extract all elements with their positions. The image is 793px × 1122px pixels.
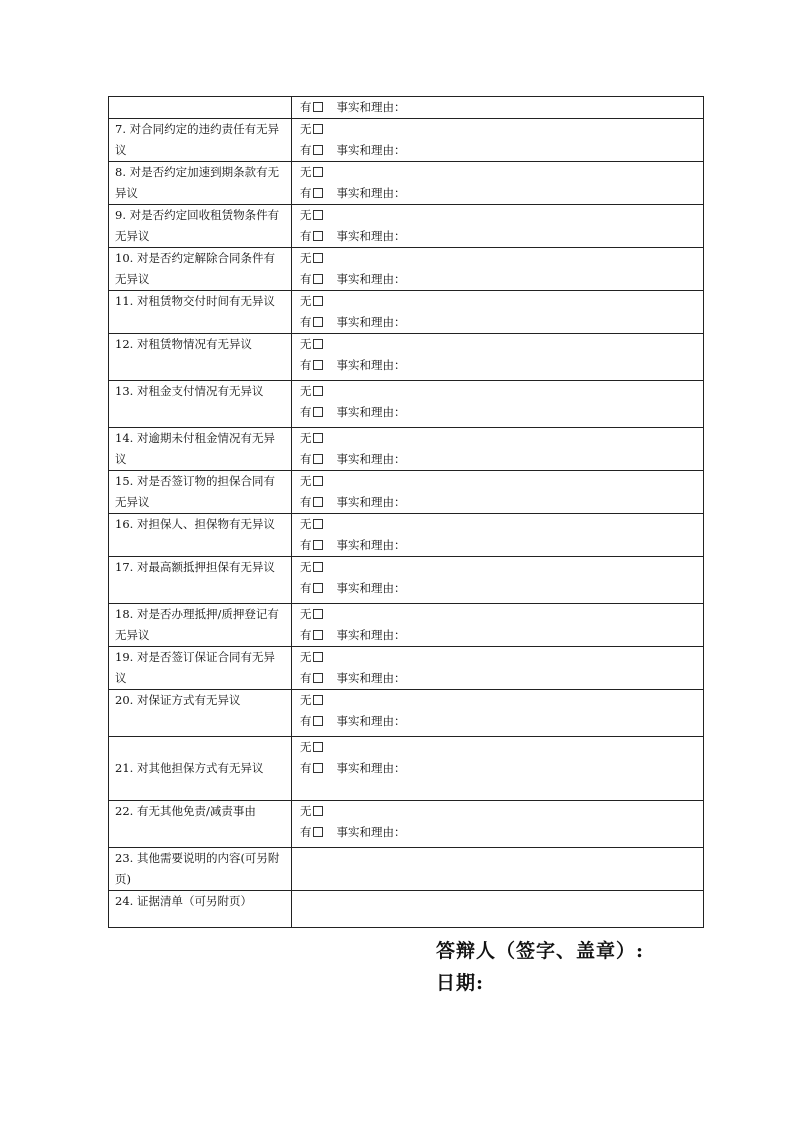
option-no [300,604,697,625]
respondent-signature-label: 答辩人（签字、盖章）: [436,940,645,962]
question-cell: 7. 对合同约定的违约责任有无异议 [109,119,292,162]
checkbox-no[interactable] [313,433,323,443]
reason-label: 事实和理由： [336,358,406,372]
option-yes [300,668,697,689]
option-no-label: 无 [300,560,312,574]
checkbox-no[interactable] [313,167,323,177]
date-label: 日期: [436,972,485,994]
reason-label: 事实和理由： [336,714,406,728]
question-cell: 20. 对保证方式有无异议 [109,690,292,737]
checkbox-yes[interactable] [313,360,323,370]
checkbox-yes[interactable] [313,630,323,640]
checkbox-yes[interactable] [313,716,323,726]
reason-label: 事实和理由： [336,628,406,642]
table-row [109,690,704,737]
checkbox-no[interactable] [313,210,323,220]
checkbox-no[interactable] [313,476,323,486]
option-no-label: 无 [300,474,312,488]
checkbox-yes[interactable] [313,102,323,112]
answer-cell [292,557,704,604]
option-yes-label: 有 [300,761,312,775]
table-row [109,647,704,690]
option-yes [300,822,697,843]
option-yes [300,183,697,204]
table-row [109,97,704,119]
option-no-label: 无 [300,122,312,136]
checkbox-no[interactable] [313,339,323,349]
answer-cell [292,647,704,690]
option-no [300,471,697,492]
option-yes [300,312,697,333]
option-no-label: 无 [300,740,312,754]
spacer [300,779,697,800]
table-row [109,428,704,471]
question-cell: 17. 对最高额抵押担保有无异议 [109,557,292,604]
table-row [109,891,704,928]
checkbox-yes[interactable] [313,274,323,284]
table-row [109,248,704,291]
option-no-label: 无 [300,607,312,621]
reason-label: 事实和理由： [336,495,406,509]
option-yes-label: 有 [300,186,312,200]
reason-label: 事实和理由： [336,229,406,243]
option-yes-label: 有 [300,405,312,419]
answer-cell [292,737,704,801]
option-yes [300,449,697,470]
answer-cell [292,334,704,381]
checkbox-yes[interactable] [313,540,323,550]
checkbox-no[interactable] [313,562,323,572]
question-cell: 15. 对是否签订物的担保合同有无异议 [109,471,292,514]
answer-cell [292,471,704,514]
question-cell: 24. 证据清单（可另附页） [109,891,292,928]
reason-label: 事实和理由： [336,100,406,114]
option-yes [300,355,697,376]
checkbox-yes[interactable] [313,497,323,507]
option-no [300,514,697,535]
option-no [300,737,697,758]
option-no [300,162,697,183]
option-yes [300,402,697,423]
checkbox-yes[interactable] [313,827,323,837]
reason-label: 事实和理由： [336,143,406,157]
option-no-label: 无 [300,337,312,351]
option-yes-label: 有 [300,143,312,157]
table-row [109,801,704,848]
question-cell: 21. 对其他担保方式有无异议 [109,737,292,801]
option-no-label: 无 [300,384,312,398]
option-yes-label: 有 [300,358,312,372]
answer-cell [292,381,704,428]
answer-cell [292,428,704,471]
option-yes-label: 有 [300,825,312,839]
answer-cell [292,514,704,557]
option-yes [300,140,697,161]
option-yes-label: 有 [300,495,312,509]
option-no [300,647,697,668]
reason-label: 事实和理由： [336,272,406,286]
table-row [109,119,704,162]
checkbox-no[interactable] [313,124,323,134]
answer-cell [292,248,704,291]
question-cell [109,97,292,119]
question-cell: 9. 对是否约定回收租赁物条件有无异议 [109,205,292,248]
reason-label: 事实和理由： [336,315,406,329]
checkbox-no[interactable] [313,386,323,396]
option-yes [300,758,697,779]
question-cell: 22. 有无其他免责/减责事由 [109,801,292,848]
answer-cell [292,604,704,647]
option-no [300,248,697,269]
answer-cell [292,205,704,248]
option-yes [300,97,697,118]
option-no-label: 无 [300,294,312,308]
reason-label: 事实和理由： [336,186,406,200]
option-no [300,381,697,402]
table-row [109,557,704,604]
answer-cell [292,848,704,891]
table-row [109,471,704,514]
checkbox-no[interactable] [313,695,323,705]
checkbox-no[interactable] [313,296,323,306]
table-row [109,604,704,647]
checkbox-yes[interactable] [313,145,323,155]
reason-label: 事实和理由： [336,671,406,685]
answer-cell [292,690,704,737]
table-row [109,291,704,334]
option-no-label: 无 [300,251,312,265]
answer-cell [292,891,704,928]
option-no [300,690,697,711]
checkbox-no[interactable] [313,806,323,816]
option-no-label: 无 [300,165,312,179]
option-no [300,428,697,449]
checkbox-no[interactable] [313,519,323,529]
option-yes [300,625,697,646]
reason-label: 事实和理由： [336,825,406,839]
checkbox-no[interactable] [313,609,323,619]
checkbox-yes[interactable] [313,454,323,464]
option-yes-label: 有 [300,714,312,728]
question-cell: 19. 对是否签订保证合同有无异议 [109,647,292,690]
checkbox-no[interactable] [313,652,323,662]
checkbox-no[interactable] [313,253,323,263]
question-cell: 10. 对是否约定解除合同条件有无异议 [109,248,292,291]
question-cell: 14. 对逾期未付租金情况有无异议 [109,428,292,471]
option-no-label: 无 [300,650,312,664]
checkbox-yes[interactable] [313,407,323,417]
answer-cell [292,97,704,119]
question-cell: 12. 对租赁物情况有无异议 [109,334,292,381]
option-yes [300,492,697,513]
checkbox-yes[interactable] [313,317,323,327]
table-row [109,205,704,248]
question-cell: 23. 其他需要说明的内容(可另附页) [109,848,292,891]
option-no [300,119,697,140]
question-cell: 11. 对租赁物交付时间有无异议 [109,291,292,334]
question-cell: 13. 对租金支付情况有无异议 [109,381,292,428]
reason-label: 事实和理由： [336,405,406,419]
option-no [300,334,697,355]
option-no [300,557,697,578]
table-row [109,334,704,381]
answer-cell [292,291,704,334]
answer-cell [292,162,704,205]
reason-label: 事实和理由： [336,452,406,466]
option-no-label: 无 [300,804,312,818]
option-yes [300,269,697,290]
form-body [109,97,704,928]
option-yes-label: 有 [300,628,312,642]
question-cell: 16. 对担保人、担保物有无异议 [109,514,292,557]
option-yes-label: 有 [300,581,312,595]
table-row [109,381,704,428]
option-yes-label: 有 [300,671,312,685]
table-row [109,514,704,557]
option-yes [300,535,697,556]
option-no-label: 无 [300,431,312,445]
option-no-label: 无 [300,517,312,531]
checkbox-yes[interactable] [313,763,323,773]
checkbox-yes[interactable] [313,188,323,198]
table-row [109,737,704,801]
option-yes [300,711,697,732]
reason-label: 事实和理由： [336,761,406,775]
table-row [109,848,704,891]
option-yes-label: 有 [300,272,312,286]
option-yes [300,578,697,599]
question-cell: 18. 对是否办理抵押/质押登记有无异议 [109,604,292,647]
option-yes [300,226,697,247]
option-yes-label: 有 [300,452,312,466]
table-row [109,162,704,205]
answer-cell [292,801,704,848]
option-no [300,291,697,312]
option-yes-label: 有 [300,100,312,114]
checkbox-yes[interactable] [313,673,323,683]
checkbox-no[interactable] [313,742,323,752]
option-yes-label: 有 [300,229,312,243]
option-no [300,801,697,822]
response-form-table [108,96,704,928]
option-no-label: 无 [300,208,312,222]
reason-label: 事实和理由： [336,538,406,552]
option-no [300,205,697,226]
option-no-label: 无 [300,693,312,707]
checkbox-yes[interactable] [313,231,323,241]
reason-label: 事实和理由： [336,581,406,595]
option-yes-label: 有 [300,538,312,552]
checkbox-yes[interactable] [313,583,323,593]
question-cell: 8. 对是否约定加速到期条款有无异议 [109,162,292,205]
answer-cell [292,119,704,162]
option-yes-label: 有 [300,315,312,329]
